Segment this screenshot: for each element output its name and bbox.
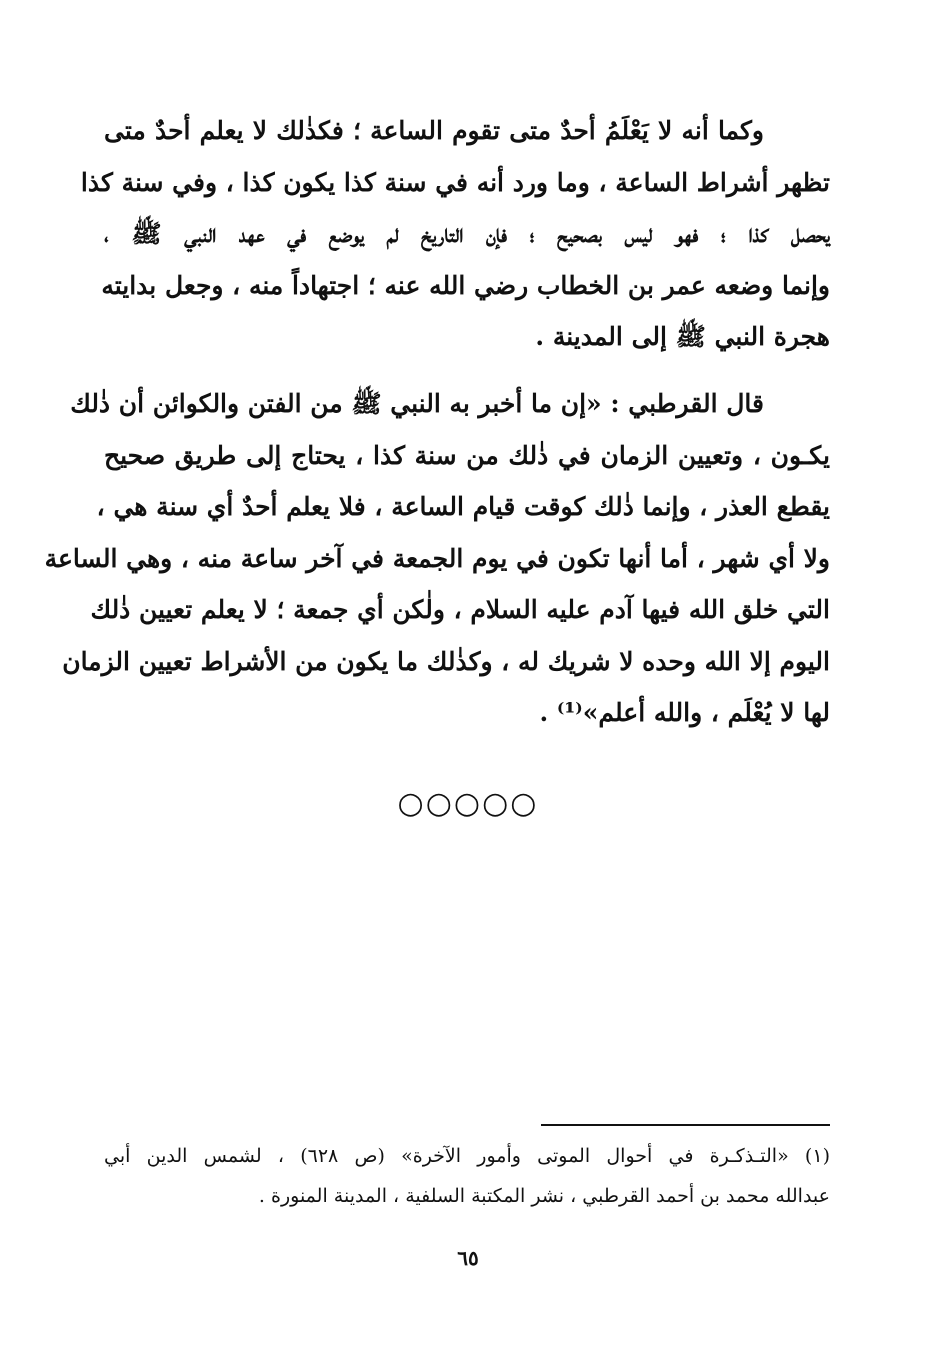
- paragraph-1-line-5: هجرة النبي ﷺ إلى المدينة .: [535, 322, 830, 351]
- paragraph-2-line-4: ولا أي شهر ، أما أنها تكون في يوم الجمعة في آخر ساعة منه ، وهي الساعة: [44, 543, 830, 573]
- footnote: [104, 1136, 830, 1216]
- paragraph-2-line-3: يقطع العذر ، وإنما ذٰلك كوقت قيام الساعة ، فلا يعلم أحدٌ أي سنة هي ،: [96, 492, 830, 521]
- footnote-line-1: (١) «التـذكـرة في أحوال الموتى وأمور الآخرة» (ص ٦٢٨) ، لشمس الدين أبي: [104, 1145, 830, 1167]
- paragraph-1: [80, 105, 830, 363]
- paragraph-1-line-1: وكما أنه لا يَعْلَمُ أحدٌ متى تقوم الساعة ؛ فكذٰلك لا يعلم أحدٌ متى: [104, 116, 764, 145]
- paragraph-2-line-6: اليوم إلا الله وحده لا شريك له ، وكذٰلك ما يكون من الأشراط تعيين الزمان: [62, 646, 830, 676]
- section-divider-ornament: ○○○○○: [397, 786, 539, 821]
- paragraph-2-line-2: يكـون ، وتعيين الزمان في ذٰلك من سنة كذا ، يحتاج إلى طريق صحيح: [104, 440, 830, 470]
- footnote-line-2: عبدالله محمد بن أحمد القرطبي ، نشر المكتبة السلفية ، المدينة المنورة .: [258, 1185, 830, 1207]
- paragraph-2-line-5: التي خلق الله فيها آدم عليه السلام ، ولٰكن أي جمعة ؛ لا يعلم تعيين ذٰلك: [90, 595, 830, 624]
- footnote-separator: [541, 1124, 830, 1126]
- paragraph-1-line-4: وإنما وضعه عمر بن الخطاب رضي الله عنه ؛ اجتهاداً منه ، وجعل بدايته: [101, 270, 830, 300]
- paragraph-1-line-2: تظهر أشراط الساعة ، وما ورد أنه في سنة كذا يكون كذا ، وفي سنة كذا: [80, 167, 830, 197]
- paragraph-2-line-7: لها لا يُعْلَم ، والله أعلم»⁽¹⁾ .: [539, 698, 830, 727]
- paragraph-1-line-3: يحصل كذا ؛ فهو ليس بصحيح ؛ فإن التاريخ لم يوضع في عهد النبي ﷺ ،: [104, 219, 830, 248]
- paragraph-2-line-1: قال القرطبي : «إن ما أخبر به النبي ﷺ من الفتن والكوائن أن ذٰلك: [70, 389, 764, 418]
- page-number: ٦٥: [457, 1246, 479, 1270]
- paragraph-2: [44, 378, 830, 739]
